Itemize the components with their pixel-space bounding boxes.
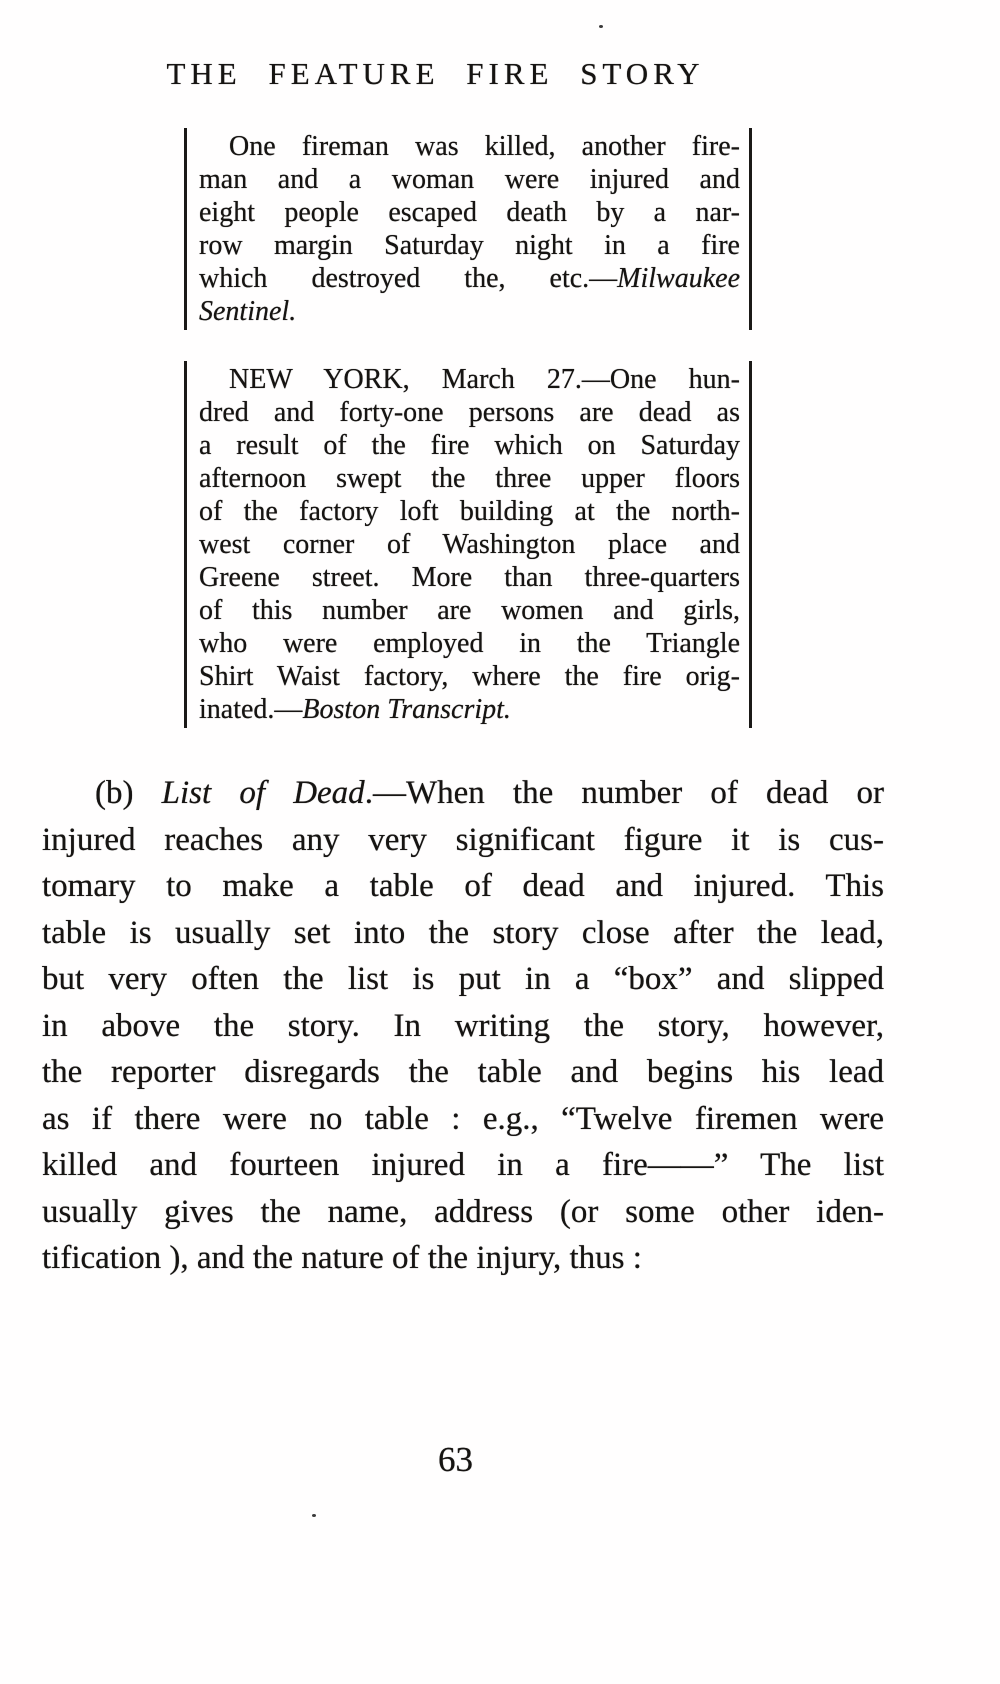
paragraph-line: tomary to make a table of dead and injured. This <box>42 868 884 904</box>
quote-line: man and a woman were injured and <box>199 164 740 195</box>
quote-line: a result of the fire which on Saturday <box>199 430 740 461</box>
quote-line: afternoon swept the three upper floors <box>199 463 740 494</box>
quote-line: west corner of Washington place and <box>199 529 740 560</box>
paragraph-line <box>42 770 884 817</box>
quote-line: row margin Saturday night in a fire <box>199 230 740 261</box>
scan-speck <box>312 1514 316 1517</box>
paragraph-line: injured reaches any very significant figure it is cus- <box>42 821 884 858</box>
body-paragraph <box>42 770 884 1282</box>
section-title: List of Dead <box>161 775 365 811</box>
paragraph-line: killed and fourteen injured in a fire——” The list <box>42 1147 884 1183</box>
blockquote-milwaukee-sentinel <box>184 128 752 330</box>
quote-line: of this number are women and girls, <box>199 595 740 626</box>
quote-line <box>199 693 740 726</box>
list-marker: (b) <box>95 775 162 811</box>
page-number: 63 <box>438 1440 473 1479</box>
quote-text: which destroyed the, etc.— <box>199 263 618 294</box>
paragraph-line: the reporter disregards the table and begins his lead <box>42 1054 884 1090</box>
paragraph-line: tification ), and the nature of the injury, thus : <box>42 1240 642 1276</box>
scan-speck <box>599 25 603 28</box>
quote-text: inated.— <box>199 694 303 725</box>
source-citation: Milwaukee <box>617 263 740 294</box>
running-head: THE FEATURE FIRE STORY <box>166 56 705 91</box>
paragraph-text: .—When the number of dead or <box>364 775 884 811</box>
source-citation: Boston Transcript. <box>302 694 511 725</box>
paragraph-line: but very often the list is put in a “box” and slipped <box>42 961 884 997</box>
paragraph-line: as if there were no table : e.g., “Twelve firemen were <box>42 1100 884 1137</box>
quote-line: dred and forty-one persons are dead as <box>199 397 740 428</box>
paragraph-line: usually gives the name, address (or some other iden- <box>42 1193 884 1230</box>
quote-line: eight people escaped death by a nar- <box>199 197 740 228</box>
quote-line: Shirt Waist factory, where the fire orig- <box>199 661 740 692</box>
quote-line: Greene street. More than three-quarters <box>199 562 740 593</box>
quote-line <box>199 295 740 328</box>
paragraph-line: in above the story. In writing the story, however, <box>42 1007 884 1044</box>
quote-line: who were employed in the Triangle <box>199 628 740 659</box>
quote-line: of the factory loft building at the north- <box>199 496 740 527</box>
quote-line: NEW YORK, March 27.—One hun- <box>229 364 740 395</box>
blockquote-boston-transcript <box>184 361 752 728</box>
quote-line: One fireman was killed, another fire- <box>229 131 740 162</box>
quote-line <box>199 262 740 295</box>
source-citation: Sentinel. <box>199 296 297 327</box>
paragraph-line: table is usually set into the story close after the lead, <box>42 914 884 951</box>
